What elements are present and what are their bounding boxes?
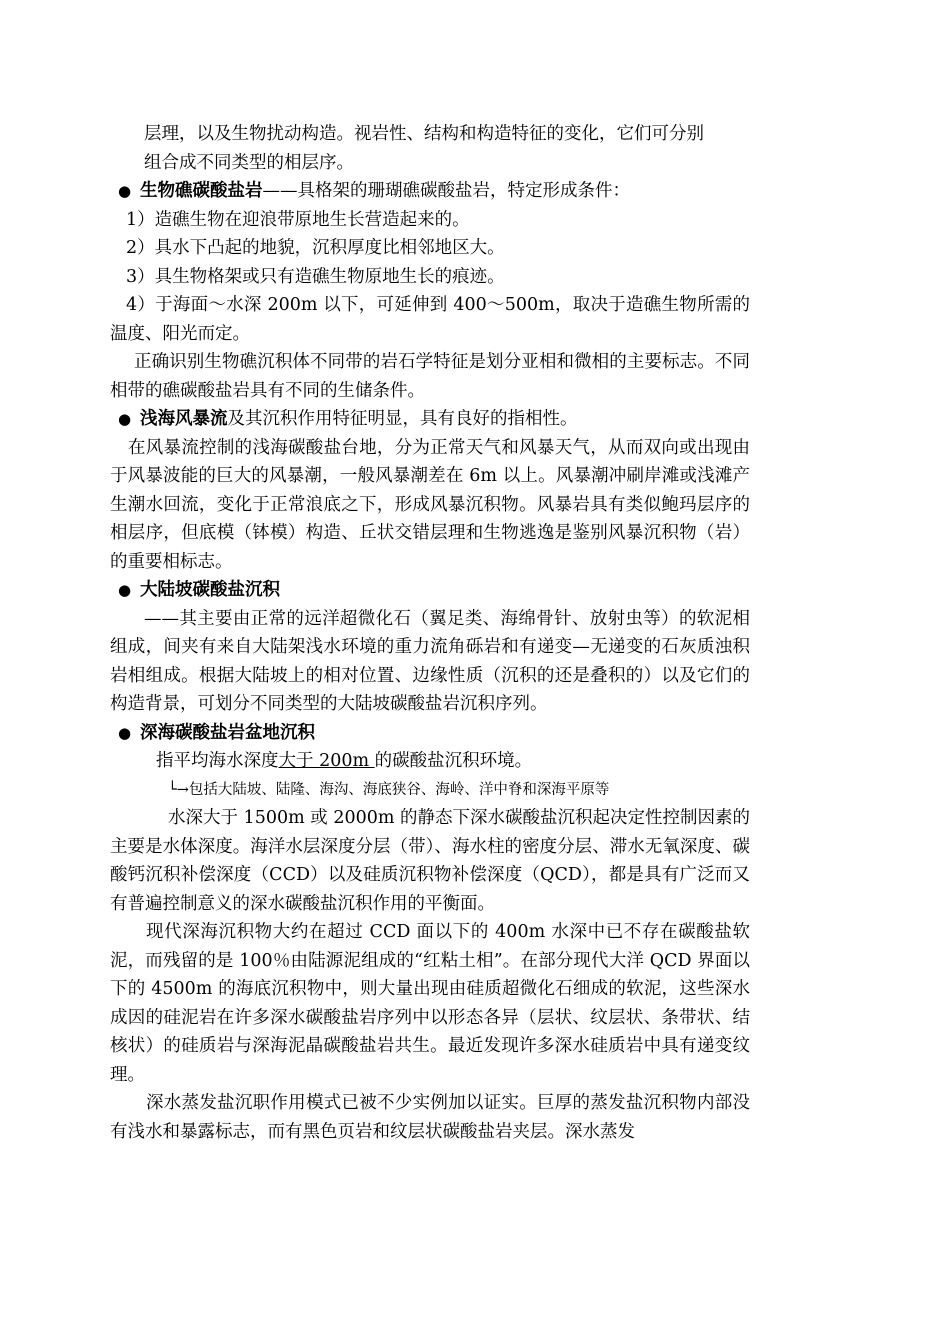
bullet-icon: ● (118, 581, 132, 599)
paragraph: 深水蒸发盐沉职作用模式已被不少实例加以证实。巨厚的蒸发盐沉积物内部没有浅水和暴露标志，而有黑色页岩和纹层状碳酸盐岩夹层。深水蒸发 (110, 1093, 750, 1142)
paragraph: 水深大于 1500m 或 2000m 的静态下深水碳酸盐沉积起决定性控制因素的主要是水体深度。海洋水层深度分层（带）、海水柱的密度分层、滞水无氧深度、碳酸钙沉积补偿深度（CCD）以及硅质沉积物补偿深度（QCD），都是具有广泛而又有普遍控制意义的深水碳酸盐沉积作用的平衡面。 (110, 808, 751, 914)
paragraph: ——其主要由正常的远洋超微化石（翼足类、海绵骨针、放射虫等）的软泥相组成，间夹有来自大陆架浅水环境的重力流角砾岩和有递变—无递变的石灰质浊积岩相组成。根据大陆坡上的相对位置、边缘性质（沉积的还是叠积的）以及它们的构造背景，可划分不同类型的大陆坡碳酸盐岩沉积序列。 (110, 608, 750, 714)
text-line: 层理，以及生物扰动构造。视岩性、结构和构造特征的变化，它们可分别 (144, 124, 704, 144)
bullet-item (110, 177, 750, 206)
bullet-item (110, 405, 750, 434)
bullet-text: ——具格架的珊瑚礁碳酸盐岩，特定形成条件： (262, 181, 630, 201)
bullet-icon: ● (118, 723, 132, 742)
text-line: 组合成不同类型的相层序。 (144, 152, 354, 173)
paragraph: 在风暴流控制的浅海碳酸盐台地，分为正常天气和风暴天气，从而双向或出现由于风暴波能的巨大的风暴潮，一般风暴潮差在 6m 以上。风暴潮冲刷岸滩或浅滩产生潮水回流，变化于正常浪底之下，形成风暴沉积物。风暴岩具有类似鲍玛层序的相层序，但底模（钵模）构造、丘状交错层理和生物逃逸是鉴别风暴沉积物（岩）的重要相标志。 (110, 437, 750, 572)
list-item: 1）造礁生物在迎浪带原地生长营造起来的。 (126, 209, 470, 230)
list-item: 2）具水下凸起的地貌，沉积厚度比相邻地区大。 (126, 238, 505, 258)
bullet-icon: ● (118, 410, 132, 428)
list-item: 4）于海面～水深 200m 以下，可延伸到 400～500m，取决于造礁生物所需的温度、阳光而定。 (110, 295, 750, 344)
paragraph: 现代深海沉积物大约在超过 CCD 面以下的 400m 水深中已不存在碳酸盐软泥，而残留的是 100％由陆源泥组成的“红粘土相”。在部分现代大洋 QCD 界面以下的 4500m 的海底沉积物中，则大量出现由硅质超微化石细成的软泥，这些深水成因的硅泥岩在许多深水碳酸盐岩序列中以形态各异（层状、纹层状、条带状、结核状）的硅质岩与深海泥晶碳酸盐岩共生。最近发现许多深水硅质岩中具有递变纹理。 (110, 922, 750, 1085)
document-page (110, 120, 750, 1146)
paragraph: 正确识别生物礁沉积体不同带的岩石学特征是划分亚相和微相的主要标志。不同相带的礁碳酸盐岩具有不同的生储条件。 (110, 352, 750, 401)
definition-line (110, 747, 750, 776)
note-line: └→包括大陆坡、陆隆、海沟、海底狭谷、海岭、洋中脊和深海平原等 (168, 781, 610, 798)
bullet-heading: 大陆坡碳酸盐沉积 (140, 580, 280, 600)
bullet-icon: ● (118, 182, 132, 200)
underlined-text: 大于 200m (278, 751, 375, 771)
bullet-heading: 浅海风暴流 (140, 409, 228, 429)
bullet-heading: 深海碳酸盐岩盆地沉积 (140, 722, 315, 743)
bullet-text: 及其沉积作用特征明显，具有良好的指相性。 (227, 409, 578, 429)
definition-text: 指平均海水深度 (156, 751, 279, 771)
definition-text: 的碳酸盐沉积环境。 (374, 751, 533, 771)
bullet-item (110, 719, 750, 748)
bullet-item (110, 576, 750, 605)
bullet-heading: 生物礁碳酸盐岩 (140, 181, 263, 201)
list-item: 3）具生物格架或只有造礁生物原地生长的痕迹。 (126, 266, 505, 287)
